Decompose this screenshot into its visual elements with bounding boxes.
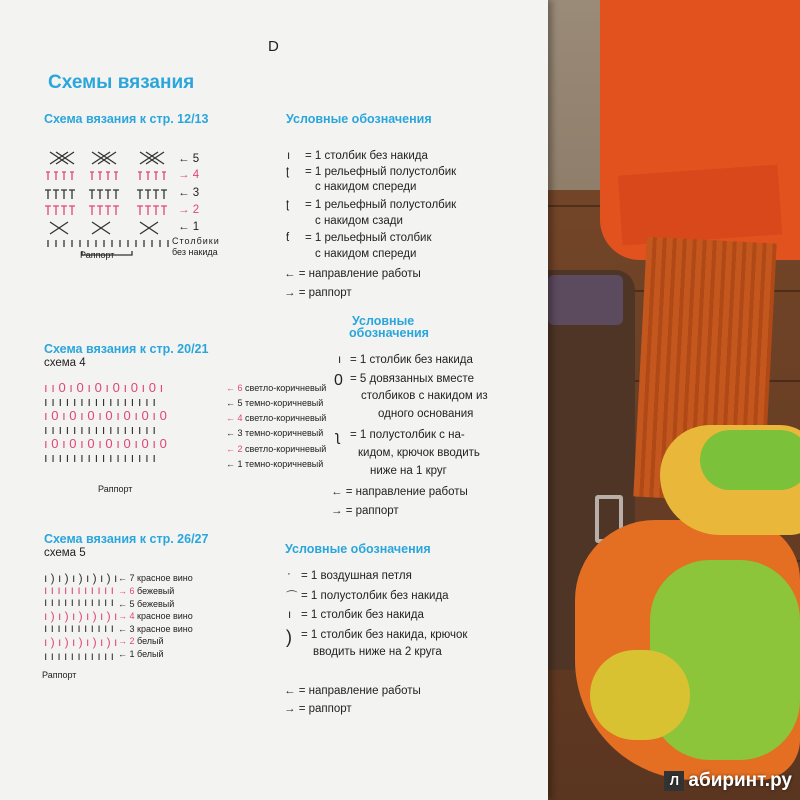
- s3-row-label: ← 3 красное вино: [118, 624, 193, 634]
- svg-text:ı ı ı ı ı ı ı ı ı ı ı ı ı ı ı: ı ı ı ı ı ı ı ı ı ı ı ı ı ı ı ı: [44, 422, 156, 437]
- s3-row-label: → 6 бежевый: [118, 586, 175, 596]
- boot-cuff: [548, 275, 623, 325]
- s2-row-label: ← 2 светло-коричневый: [226, 444, 327, 454]
- legend1-item: = 1 рельефный полустолбик: [305, 199, 457, 211]
- legend3-item4-cont: вводить ниже на 2 круга: [313, 646, 442, 658]
- svg-text:ı ı 0 ı 0 ı 0 ı 0 ı 0 ı 0 ı: ı ı 0 ı 0 ı 0 ı 0 ı 0 ı 0 ı: [44, 380, 164, 395]
- svg-text:ı ı ı ı ı ı ı ı ı ı ı: ı ı ı ı ı ı ı ı ı ı ı: [44, 583, 115, 597]
- legend3-direction: ← = направление работы: [284, 685, 421, 697]
- section3-heading: Схема вязания к стр. 26/27: [44, 532, 209, 546]
- legend3-rapport: → = раппорт: [284, 703, 352, 715]
- legend3-icon-stitch: ı: [288, 609, 292, 621]
- section3-subheading: схема 5: [44, 547, 86, 559]
- svg-text:ı 0 ı 0 ı 0 ı 0 ı 0 ı 0 ı 0: ı 0 ı 0 ı 0 ı 0 ı 0 ı 0 ı 0: [44, 436, 167, 451]
- svg-text:ı ı ı ı ı ı ı ı ı ı ı: ı ı ı ı ı ı ı ı ı ı ı: [44, 595, 115, 609]
- chart-scheme-1: [42, 148, 192, 258]
- legend2-item2: = 5 довязанных вместе: [350, 373, 474, 385]
- legend1-direction: ← = направление работы: [284, 268, 421, 280]
- s1-note-1: Столбики: [172, 236, 220, 246]
- slipper-front-yellow: [590, 650, 690, 740]
- chart-scheme-5: [42, 570, 122, 668]
- legend2-icon-cluster: 0: [334, 372, 343, 389]
- legend2-item2-cont: одного основания: [378, 408, 474, 420]
- legend2-heading-1: Условные: [352, 314, 415, 328]
- s3-row-label: ← 7 красное вино: [118, 573, 193, 583]
- s2-row-label: ← 4 светло-коричневый: [226, 413, 327, 423]
- s3-rapport-label: Раппорт: [42, 670, 77, 680]
- slipper-back-green: [700, 430, 800, 490]
- watermark: [664, 770, 792, 792]
- legend2-rapport: → = раппорт: [331, 505, 399, 517]
- s3-row-label: ← 1 белый: [118, 649, 164, 659]
- section2-heading: Схема вязания к стр. 20/21: [44, 342, 209, 356]
- svg-text:ı ) ı ) ı ) ı ) ı ) ı: ı ) ı ) ı ) ı ) ı ) ı: [44, 609, 118, 623]
- legend1-rapport: → = раппорт: [284, 287, 352, 299]
- legend3-item1: = 1 воздушная петля: [301, 570, 412, 582]
- legend3-item4: = 1 столбик без накида, крючок: [301, 629, 468, 641]
- legend1-item: = 1 столбик без накида: [305, 150, 428, 162]
- watermark-text: абиринт.ру: [688, 770, 792, 791]
- s3-row-label: ← 5 бежевый: [118, 599, 175, 609]
- legend2-item1: = 1 столбик без накида: [350, 354, 473, 366]
- legend2-heading-2: обозначения: [349, 326, 429, 340]
- sleeve-cuff: [618, 165, 782, 246]
- s1-row-label: → 2: [178, 204, 200, 216]
- legend1-icon-back: ʈ: [286, 199, 290, 211]
- legend2-item3-cont: кидом, крючок вводить: [358, 447, 480, 459]
- watermark-logo: Л: [664, 771, 684, 791]
- legend1-icon-front: ʈ: [286, 166, 290, 178]
- legend2-direction: ← = направление работы: [331, 486, 468, 498]
- s1-row-label: ← 3: [178, 187, 200, 199]
- legend2-item3: = 1 полустолбик с на-: [350, 429, 465, 441]
- svg-text:ı ) ı ) ı ) ı ) ı ) ı: ı ) ı ) ı ) ı ) ı ) ı: [44, 571, 118, 585]
- svg-text:ı ı ı ı ı ı ı ı ı ı ı: ı ı ı ı ı ı ı ı ı ı ı: [44, 649, 115, 663]
- svg-text:ı ı ı ı ı ı ı ı ı ı ı: ı ı ı ı ı ı ı ı ı ı ı: [44, 621, 115, 635]
- legend1-heading: Условные обозначения: [286, 112, 432, 126]
- legend3-icon-chain: ·: [287, 568, 291, 580]
- legend3-heading: Условные обозначения: [285, 542, 431, 556]
- legend3-item3: = 1 столбик без накида: [301, 609, 424, 621]
- legend1-item: = 1 рельефный столбик: [305, 232, 432, 244]
- legend1-icon-relief: ƭ: [286, 232, 290, 244]
- legend1-item-cont: с накидом спереди: [315, 248, 417, 260]
- svg-text:ı ı ı ı ı ı ı ı ı ı ı ı ı ı ı: ı ı ı ı ı ı ı ı ı ı ı ı ı ı ı ı: [44, 450, 156, 465]
- legend1-item-cont: с накидом спереди: [315, 181, 417, 193]
- section1-heading: Схема вязания к стр. 12/13: [44, 112, 209, 126]
- svg-text:ı ) ı ) ı ) ı ) ı ) ı: ı ) ı ) ı ) ı ) ı ) ı: [44, 635, 118, 649]
- s2-row-label: ← 5 темно-коричневый: [226, 398, 324, 408]
- svg-text:ı 0 ı 0 ı 0 ı 0 ı 0 ı 0 ı 0: ı 0 ı 0 ı 0 ı 0 ı 0 ı 0 ı 0: [44, 408, 167, 423]
- legend2-icon-half: ʅ: [336, 428, 340, 445]
- section2-subheading: схема 4: [44, 357, 86, 369]
- legend1-icon-stitch: ı: [287, 150, 291, 162]
- s2-row-label: ← 3 темно-коричневый: [226, 428, 324, 438]
- page-title: Схемы вязания: [48, 72, 195, 93]
- s3-row-label: → 2 белый: [118, 636, 164, 646]
- s1-note-2: без накида: [172, 247, 218, 257]
- s3-row-label: → 4 красное вино: [118, 611, 193, 621]
- s1-row-label: ← 1: [178, 221, 200, 233]
- s2-row-label: ← 1 темно-коричневый: [226, 459, 324, 469]
- page-letter: D: [268, 38, 279, 55]
- s2-rapport-label: Раппорт: [98, 484, 133, 494]
- svg-text:ı ı ı ı ı ı ı ı ı ı ı ı ı ı ı: ı ı ı ı ı ı ı ı ı ı ı ı ı ı ı ı: [44, 394, 156, 409]
- legend2-item3-cont: ниже на 1 круг: [370, 465, 447, 477]
- legend2-item2-cont: столбиков с накидом из: [361, 390, 488, 402]
- legend3-item2: = 1 полустолбик без накида: [301, 590, 449, 602]
- legend3-icon-half: ⌒: [286, 591, 298, 603]
- legend2-icon-stitch: ı: [338, 354, 342, 366]
- s1-row-label: → 4: [178, 169, 200, 181]
- s1-rapport-label: Раппорт: [80, 250, 115, 260]
- s1-row-label: ← 5: [178, 153, 200, 165]
- legend1-item: = 1 рельефный полустолбик: [305, 166, 457, 178]
- s2-row-label: ← 6 светло-коричневый: [226, 383, 327, 393]
- chart-scheme-4: [42, 380, 222, 470]
- legend3-icon-long: ): [286, 627, 292, 647]
- legend1-item-cont: с накидом сзади: [315, 215, 403, 227]
